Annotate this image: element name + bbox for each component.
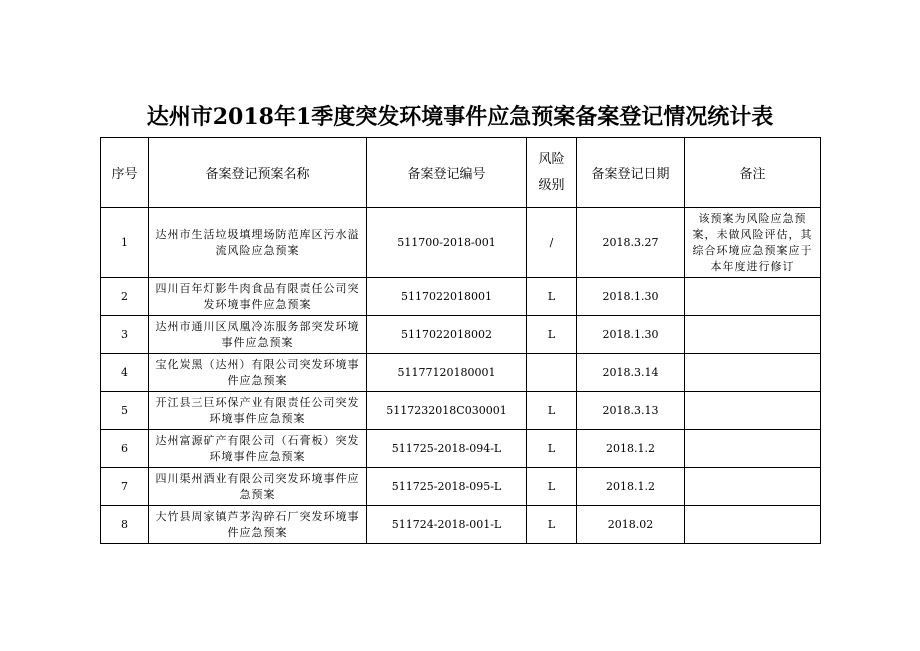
cell-risk: / [527, 208, 577, 278]
table-row [101, 468, 821, 506]
header-code: 备案登记编号 [367, 138, 527, 208]
cell-remark [685, 506, 821, 544]
cell-index: 2 [101, 278, 149, 316]
header-index: 序号 [101, 138, 149, 208]
cell-remark [685, 316, 821, 354]
cell-name: 开江县三巨环保产业有限责任公司突发环境事件应急预案 [149, 392, 367, 430]
cell-name: 达州市生活垃圾填埋场防范库区污水溢流风险应急预案 [149, 208, 367, 278]
cell-risk [527, 354, 577, 392]
header-date: 备案登记日期 [577, 138, 685, 208]
cell-name: 大竹县周家镇芦茅沟碎石厂突发环境事件应急预案 [149, 506, 367, 544]
cell-code: 5117232018C030001 [367, 392, 527, 430]
table-row [101, 316, 821, 354]
cell-risk: L [527, 468, 577, 506]
cell-risk: L [527, 506, 577, 544]
cell-remark [685, 354, 821, 392]
table-row [101, 354, 821, 392]
document-title: 达州市2018年1季度突发环境事件应急预案备案登记情况统计表 [146, 104, 774, 130]
cell-risk: L [527, 316, 577, 354]
header-risk [527, 138, 577, 208]
table-row [101, 392, 821, 430]
cell-date: 2018.02 [577, 506, 685, 544]
cell-code: 51177120180001 [367, 354, 527, 392]
cell-date: 2018.3.13 [577, 392, 685, 430]
header-remark: 备注 [685, 138, 821, 208]
cell-remark [685, 392, 821, 430]
cell-date: 2018.1.30 [577, 316, 685, 354]
cell-risk: L [527, 392, 577, 430]
register-table [100, 137, 821, 544]
cell-index: 1 [101, 208, 149, 278]
cell-code: 5117022018002 [367, 316, 527, 354]
cell-index: 3 [101, 316, 149, 354]
cell-name: 四川百年灯影牛肉食品有限责任公司突发环境事件应急预案 [149, 278, 367, 316]
cell-code: 511725-2018-095-L [367, 468, 527, 506]
cell-remark [685, 468, 821, 506]
cell-date: 2018.1.2 [577, 430, 685, 468]
table-row [101, 278, 821, 316]
table-header-row [101, 138, 821, 208]
table-row [101, 208, 821, 278]
cell-date: 2018.3.14 [577, 354, 685, 392]
cell-code: 511724-2018-001-L [367, 506, 527, 544]
header-risk-line1: 风险 [538, 151, 565, 167]
cell-code: 5117022018001 [367, 278, 527, 316]
header-name: 备案登记预案名称 [149, 138, 367, 208]
cell-remark: 该预案为风险应急预案，未做风险评估，其综合环境应急预案应于本年度进行修订 [685, 208, 821, 278]
cell-risk: L [527, 430, 577, 468]
cell-index: 7 [101, 468, 149, 506]
cell-code: 511700-2018-001 [367, 208, 527, 278]
cell-name: 四川渠州酒业有限公司突发环境事件应急预案 [149, 468, 367, 506]
cell-date: 2018.1.2 [577, 468, 685, 506]
cell-date: 2018.3.27 [577, 208, 685, 278]
cell-index: 5 [101, 392, 149, 430]
cell-name: 达州富源矿产有限公司（石膏板）突发环境事件应急预案 [149, 430, 367, 468]
cell-index: 6 [101, 430, 149, 468]
table-row [101, 506, 821, 544]
cell-name: 达州市通川区凤凰冷冻服务部突发环境事件应急预案 [149, 316, 367, 354]
cell-remark [685, 430, 821, 468]
cell-code: 511725-2018-094-L [367, 430, 527, 468]
cell-risk: L [527, 278, 577, 316]
header-risk-line2: 级别 [538, 177, 565, 193]
cell-date: 2018.1.30 [577, 278, 685, 316]
cell-remark [685, 278, 821, 316]
cell-index: 4 [101, 354, 149, 392]
cell-index: 8 [101, 506, 149, 544]
cell-name: 宝化炭黑（达州）有限公司突发环境事件应急预案 [149, 354, 367, 392]
table-row [101, 430, 821, 468]
